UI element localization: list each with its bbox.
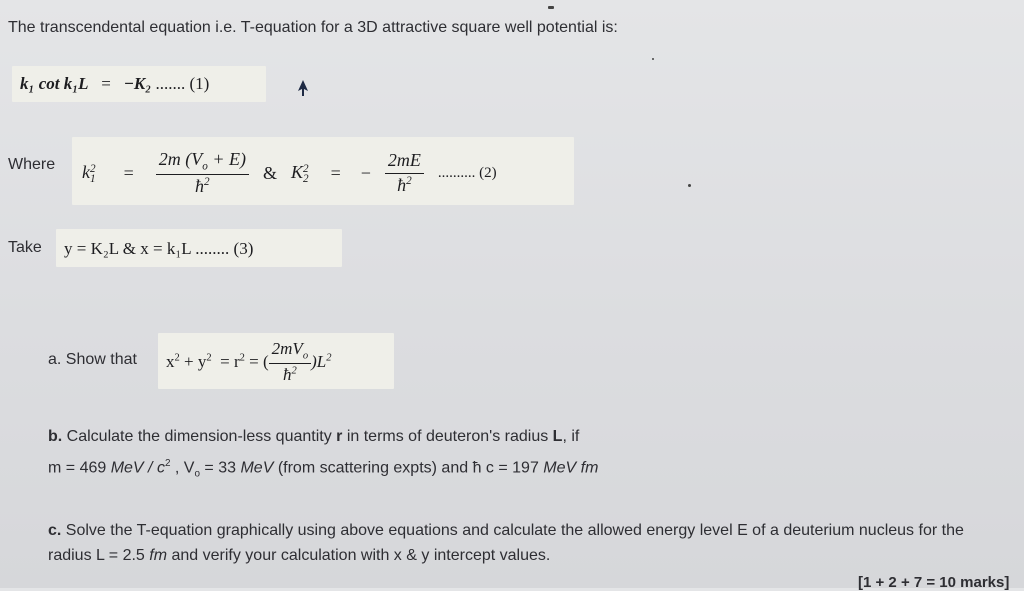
- eq2-minus: −: [360, 162, 371, 183]
- mouse-cursor-icon: [296, 79, 310, 97]
- eq1-rhs: −K₂: [123, 74, 152, 93]
- part-c-line-2: radius L = 2.5 fm and verify your calculation with x & y intercept values.: [48, 547, 551, 564]
- eq2-equals-b: =: [330, 162, 341, 183]
- eq2-fraction-a: $\frac{2m (V_o + E)}{ħ^2}$: [156, 149, 249, 198]
- equation-2: [82, 147, 497, 199]
- part-c-line-1: c. Solve the T-equation graphically using above equations and calculate the allowed energy level E of a deuterium nucleus for the: [48, 522, 964, 539]
- part-a-fraction: $\frac{2mV_o}{ħ^2}$: [269, 339, 311, 385]
- speck: [548, 6, 554, 9]
- part-b-line-1: b. Calculate the dimension-less quantity r in terms of deuteron's radius L, if: [48, 428, 580, 445]
- eq2-k2sq: K 2 2: [290, 162, 309, 185]
- eq1-label: (1): [189, 74, 210, 93]
- eq2-equals-a: =: [123, 162, 134, 183]
- eq2-k1sq: k 2 1: [82, 162, 96, 185]
- eq2-dots-label: .......... (2): [437, 164, 497, 181]
- part-a-text: a. Show that: [48, 351, 137, 368]
- eq1-cot: cot: [38, 74, 60, 93]
- eq1-k1L: k₁L: [63, 74, 89, 93]
- eq1-equals: =: [101, 74, 111, 93]
- intro-text: The transcendental equation i.e. T-equation for a 3D attractive square well potential is:: [8, 19, 618, 36]
- eq1-dots: .......: [155, 74, 186, 93]
- equation-1: [20, 74, 209, 94]
- part-b-line-2: m = 469 MeV / $c^2$ , $V_o = 33$ MeV (from scattering expts) and ħ c = 197 MeV fm: [48, 458, 599, 480]
- marks-label: [1 + 2 + 7 = 10 marks]: [858, 574, 1010, 591]
- eq1-k1: k₁: [20, 74, 35, 93]
- speck: [688, 184, 691, 187]
- speck: [652, 58, 654, 60]
- take-label: Take: [8, 239, 42, 256]
- eq2-ampersand: &: [262, 162, 277, 183]
- where-label: Where: [8, 156, 56, 173]
- eq2-fraction-b: $\frac{2mE}{ħ^2}$: [385, 150, 424, 196]
- equation-3: y = K₂L & x = k₁L ........ (3): [64, 239, 254, 258]
- part-a-equation: $x^2 + y^2 = r^2$ = ( $\frac{2mV_o}{ħ^2}$ )$L^2$: [166, 338, 332, 385]
